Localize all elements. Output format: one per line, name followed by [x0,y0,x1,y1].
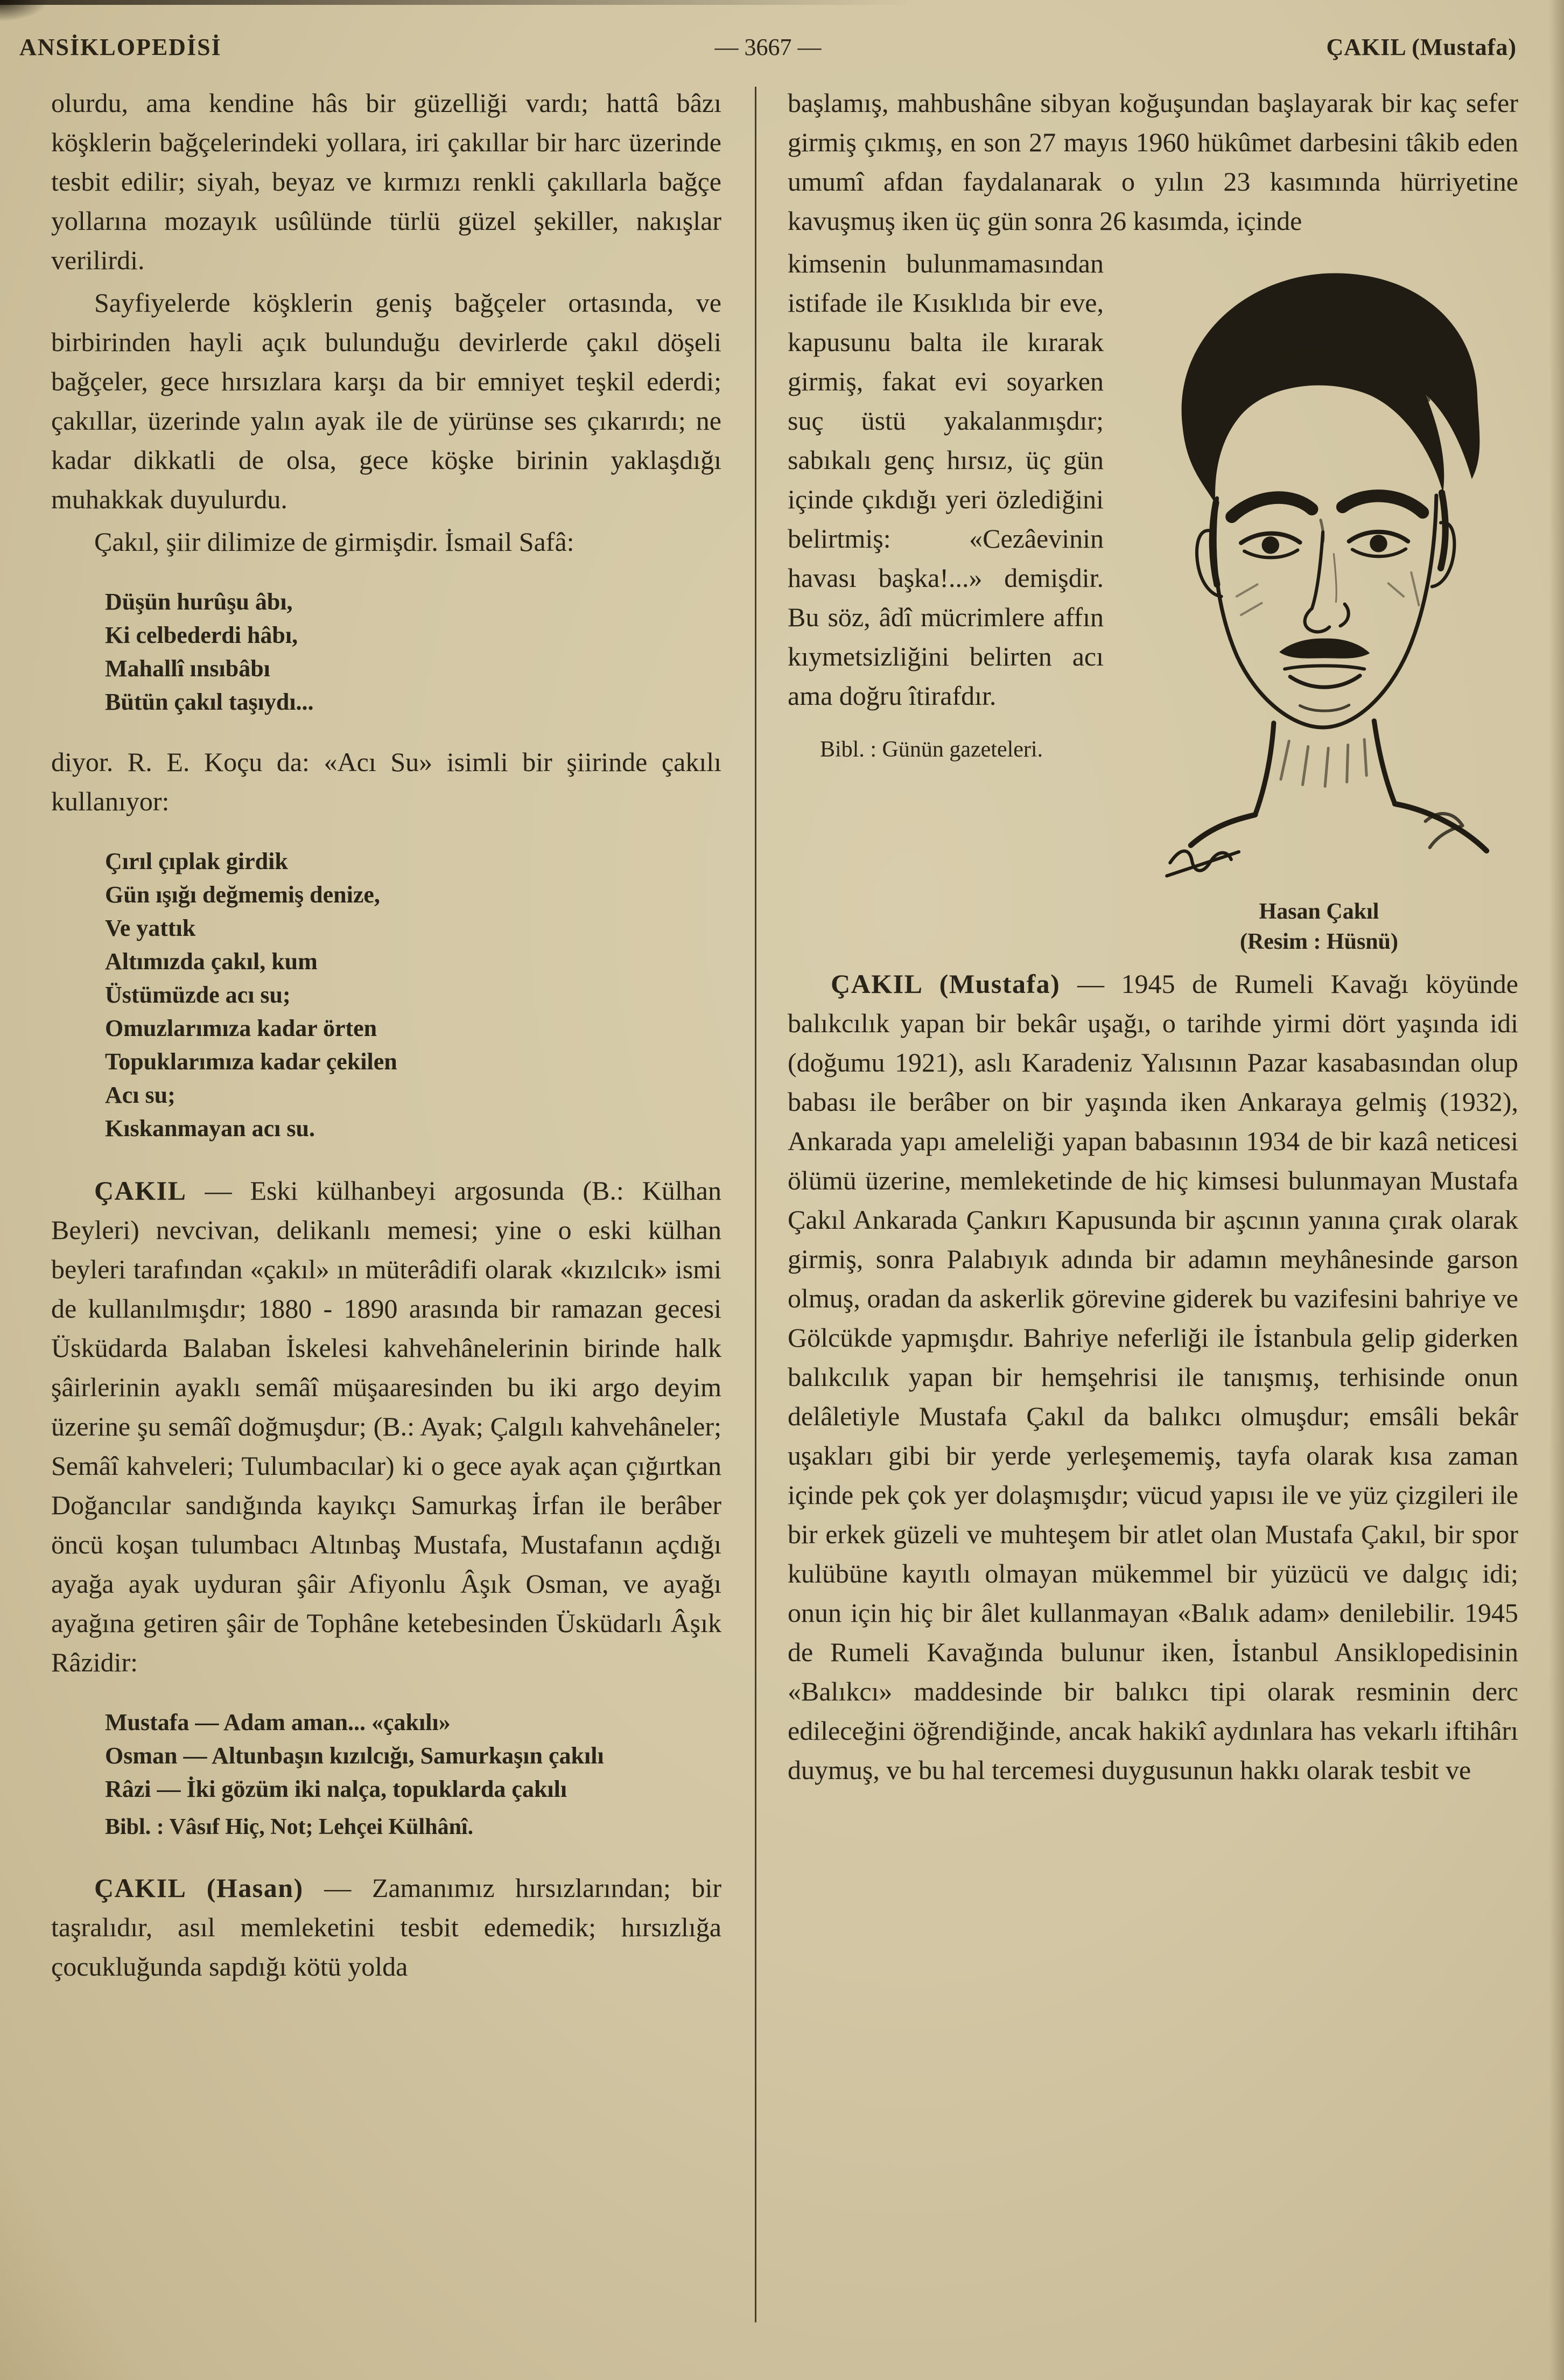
left-column [51,83,721,2322]
entry-headword: ÇAKIL (Hasan) [94,1873,304,1903]
poem-line: Mahallî ınsıbâbı [105,655,270,682]
figure-wrap-block [788,244,1518,954]
header-book-title: ANSİKLOPEDİSİ [19,34,222,60]
entry-body-text: — Zamanımız hırsızlarından; bir taşralıdır, asıl memleketini tesbit edemedik; hırsızlığa çocukluğunda sapdığı kötü yolda [51,1873,721,1982]
poem-quote [105,845,721,1145]
poem-line: Acı su; [105,1082,176,1108]
poem-line: Mustafa — Adam aman... «çakılı» [105,1709,451,1735]
entry-paragraph [51,1868,721,1986]
entry-paragraph [788,964,1518,1790]
header-entry-title: ÇAKIL (Mustafa) [1326,34,1517,60]
text-columns [0,61,1564,2322]
entry-headword: ÇAKIL (Mustafa) [831,969,1061,999]
entry-body-text: — 1945 de Rumeli Kavağı köyünde balıkcılık yapan bir bekâr uşağı, o tarihde yirmi dört yaşında idi (doğumu 1921), aslı Karadeniz Yalısının Pazar kasabasından olup babası ile berâber on bir yaşında iken Ankaraya gelmiş (1932), Ankarada yapı ameleliği yapan babasının 1934 de bir kazâ neticesi ölümü üzerine, memleketinde de hiç kimsesi bulunmayan Mustafa Çakıl Ankarada Çankırı Kapusunda bir aşcının yanına çırak olarak girmiş, sonra Palabıyık adında bir adamın meyhânesinde garson olmuş, oradan da askerlik görevine giderek bu vazifesini bahriye ve Gölcükde yapmışdır. Bahriye neferliği ile İstanbula gelip giderken balıkcılık yapan bir hemşehrisi ile tanışmış, terhisinde onun delâletiyle Mustafa Çakıl da balıkcı olmuşdur; emsâli bekâr uşakları gibi bir yerde yerleşememiş, tayfa olarak kısa zaman içinde pek çok yer dolaşmışdır; vücud yapısı ile ve yüz çizgileri ile bir erkek güzeli ve muhteşem bir atlet olan Mustafa Çakıl, bir spor kulübüne kayıtlı olmayan mükemmel bir yüzücü ve dalgıç idi; onun için hiç bir âlet kullanmayan «Balık adam» denilebilir. 1945 de Rumeli Kavağında bulunur iken, İstanbul Ansiklopedisinin «Balıkcı» maddesinde bir balıkcı tipi olarak resminin derc edileceğini öğrendiğinde, ancak hakikî aydınlara has vekarlı iftihârı duymuş, ve bu hal tercemesi duygusunun hakkı olarak tesbit ve [788,969,1518,1785]
poem-line: Çırıl çıplak girdik [105,848,288,874]
caption-credit: (Resim : Hüsnü) [1239,929,1399,954]
bibliography-line: Bibl. : Vâsıf Hiç, Not; Lehçei Külhânî. [105,1815,474,1839]
poem-line: Ki celbederdi hâbı, [105,622,298,648]
page-number: — 3667 — [714,34,822,60]
column-divider-rule [755,87,756,2322]
poem-line: Osman — Altunbaşın kızılcığı, Samurkaşın çakılı [105,1742,604,1769]
paragraph: kimsenin bulunmamasından istifade ile Kısıklıda bir eve, kapusunu balta ile kırarak girmiş, fakat evi soyarken suç üstü yakalanmışdır; sabıkalı genç hırsız, üç gün içinde çıkdığı yeri özlediğini belirtmiş: «Cezâevinin havası başka!...» demişdir. Bu söz, âdî mücrimlere affın kıymetsizliğini belirten acı ama doğru îtirafdır. [788,248,1104,711]
poem-quote [105,585,721,719]
poem-line: Altımızda çakıl, kum [105,948,318,975]
portrait-figure [1120,247,1518,957]
entry-body-text: — Eski külhanbeyi argosunda (B.: Külhan Beyleri) nevcivan, delikanlı memesi; yine o eski külhan beyleri tarafından «çakıl» ın müterâdifi olarak «kızılcık» ismi de kullanılmışdır; 1880 - 1890 arasında bir ramazan gecesi Üsküdarda Balaban İskelesi kahvehânelerinin birinde halk şâirlerinin ayaklı semâî müşaaresinden bu iki argo deyim üzerine şu semâî doğmuşdur; (B.: Ayak; Çalgılı kahvehâneler; Semâî kahveleri; Tulumbacılar) ki o gece ayak açan çığırtkan Doğancılar sandığında kayıkçı Samurkaş İrfan ile berâber öncü koşan tulumbacı Altınbaş Mustafa, Mustafanın açdığı ayağa ayak uyduran şâir Afiyonlu Âşık Osman, ve ayağı ayağına getiren şâir de Tophâne ketebesinden Üsküdarlı Âşık Râzidir: [51,1175,721,1677]
caption-name: Hasan Çakıl [1259,899,1379,924]
paragraph: Sayfiyelerde köşklerin geniş bağçeler ortasında, ve birbirinden hayli açık bulunduğu devirlerde çakıl döşeli bağçeler, gece hırsızlara karşı da bir emniyet teşkil ederdi; çakıllar, üzerinde yalın ayak ile de yürünse ses çıkarırdı; ne kadar dikkatli de olsa, gece köşke birinin yaklaşdığı muhakkak duyulurdu. [51,288,721,514]
running-head [0,0,1564,61]
poem-line: Omuzlarımıza kadar örten [105,1015,377,1041]
hasan-cakil-portrait-sketch [1120,247,1518,891]
paragraph: diyor. R. E. Koçu da: «Acı Su» isimli bir şiirinde çakılı kullanıyor: [51,747,721,816]
poem-line: Topuklarımıza kadar çekilen [105,1048,397,1075]
paragraph: olurdu, ama kendine hâs bir güzelliği vardı; hattâ bâzı köşklerin bağçelerindeki yollara, iri çakıllar bir harc üzerinde tesbit edilir; siyah, beyaz ve kırmızı renkli çakıllarla bağçe yollarına mozayık usûlünde türlü güzel şekiller, nakışlar verilirdi. [51,88,721,275]
poem-line: Kıskanmayan acı su. [105,1115,315,1142]
figure-caption [1120,897,1518,957]
bibliography-line: Bibl. : Günün gazeteleri. [820,737,1043,762]
poem-line: Düşün hurûşu âbı, [105,589,293,615]
paragraph: başlamış, mahbushâne sibyan koğuşundan başlayarak bir kaç sefer girmiş çıkmış, en son 27 mayıs 1960 hükûmet darbesini tâkib eden umumî afdan faydalanarak o yılın 23 kasımında hürriyetine kavuşmuş iken üç gün sonra 26 kasımda, içinde [788,88,1518,236]
poem-line: Üstümüzde acı su; [105,982,291,1008]
entry-headword: ÇAKIL [94,1175,187,1206]
paragraph: Çakıl, şiir dilimize de girmişdir. İsmail Safâ: [94,527,574,557]
poem-line: Gün ışığı değmemiş denize, [105,881,380,908]
poem-quote [105,1706,721,1843]
right-column [788,83,1518,2322]
poem-line: Ve yattık [105,915,196,941]
entry-paragraph [51,1171,721,1682]
poem-line: Bütün çakıl taşıydı... [105,689,314,715]
poem-line: Râzi — İki gözüm iki nalça, topuklarda çakılı [105,1776,567,1802]
